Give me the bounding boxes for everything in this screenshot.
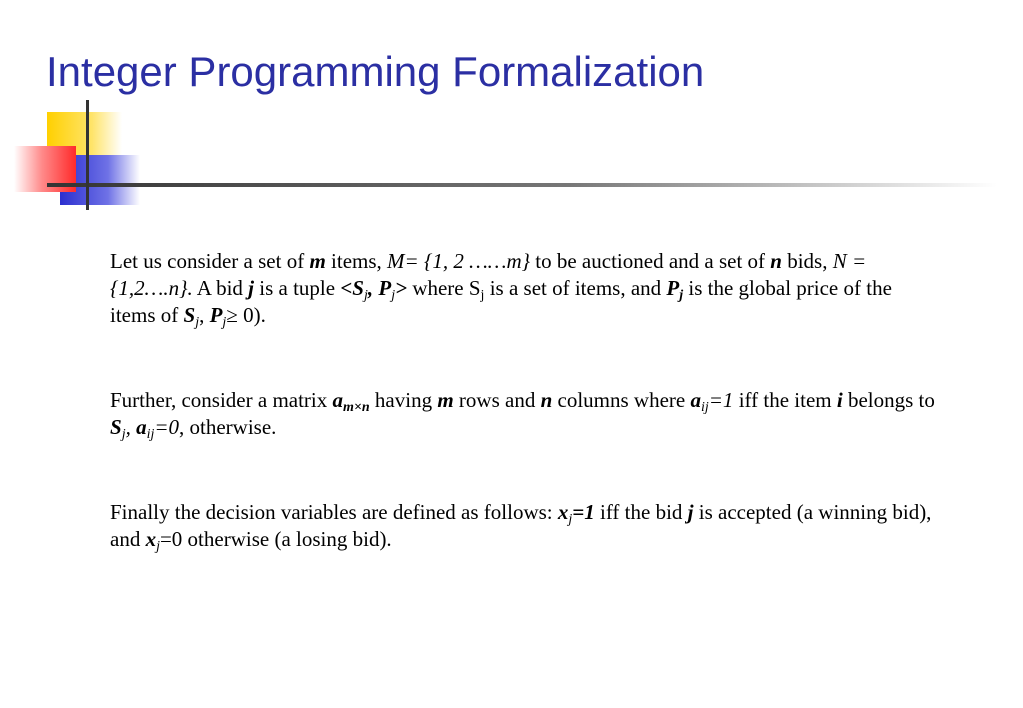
vertical-rule xyxy=(86,100,89,210)
horizontal-rule xyxy=(47,183,997,187)
paragraph-decision-variables: Finally the decision variables are defined as follows: $x_j=1$ iff the bid j is accepted (a winning bid), and $x_j=0$ otherwise (a losing bid). xyxy=(110,500,932,554)
slide-title: Integer Programming Formalization xyxy=(46,48,705,95)
slide-body xyxy=(110,248,940,553)
paragraph-matrix: Further, consider a matrix $a_{m\times n}$ having m rows and n columns where $a_{ij}=1$ iff the item i belongs to $S_j$, $a_{ij}=0$, otherwise. xyxy=(110,388,935,442)
title-decoration xyxy=(0,0,1023,230)
paragraph-definitions: Let us consider a set of m items, M= {1, 2 ……m} to be auctioned and a set of n bids, N ={1,2….n}. A bid j is a tuple $<S_j$, $P_j>$ where $S_j$ is a set of items, and $P_j$ is the global price of the items of $S_j$, $P_j\ge 0$). xyxy=(110,249,892,330)
